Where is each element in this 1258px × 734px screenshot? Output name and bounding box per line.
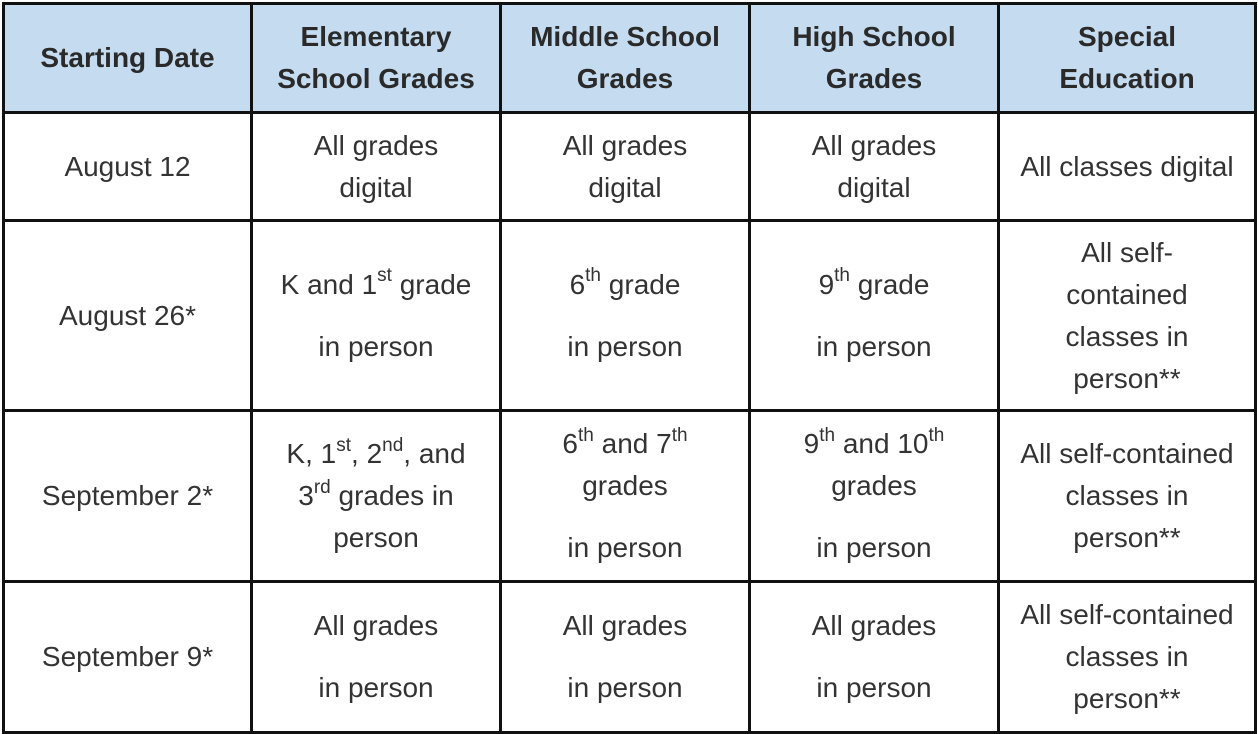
cell-text: 9th and 10th [803,424,945,459]
header-middle-school [501,4,750,113]
cell-text: person** [1073,522,1181,553]
cell-special [999,221,1256,411]
cell-text: person [333,522,419,553]
header-special-line-2: Education [1059,63,1195,94]
cell-text: digital [588,171,662,203]
cell-text: in person [567,532,683,563]
header-special-line-1: Special [1077,21,1177,52]
cell-high [750,582,999,733]
header-elementary [252,4,501,113]
starting-date-text: September 9* [41,641,214,672]
cell-text: All grades [313,129,439,161]
cell-text: in person [816,532,932,563]
cell-text: 6th and 7th [562,424,688,459]
cell-text: All self-contained [1020,599,1234,630]
header-middle-line-2: Grades [576,63,674,94]
starting-date-text: August 26* [59,299,196,331]
table-row [4,411,1256,582]
cell-text: in person [567,330,683,362]
cell-text: classes in [1065,480,1189,511]
cell-special [999,411,1256,582]
cell-text: classes in [1065,320,1189,352]
reopening-schedule-table [2,2,1257,734]
cell-high [750,221,999,411]
cell-text: All grades [811,129,937,161]
cell-text: classes in [1065,641,1189,672]
cell-text: All classes digital [1020,150,1234,182]
header-elementary-line-2: School Grades [277,63,475,94]
cell-starting-date [4,221,252,411]
header-starting-date [4,4,252,113]
header-starting-date-text: Starting Date [40,42,215,73]
cell-text: 9th grade [818,265,930,300]
cell-starting-date [4,582,252,733]
cell-elementary [252,582,501,733]
cell-text: in person [318,672,434,703]
cell-text: All grades [811,610,937,641]
cell-text: person** [1073,683,1181,714]
header-row [4,4,1256,113]
cell-elementary [252,113,501,221]
cell-text: in person [567,672,683,703]
header-special-education [999,4,1256,113]
cell-special [999,113,1256,221]
cell-middle [501,113,750,221]
cell-middle [501,411,750,582]
starting-date-text: August 12 [64,150,191,182]
cell-text: K, 1st, 2nd, and [286,434,466,469]
cell-text: person** [1073,362,1181,394]
cell-elementary [252,221,501,411]
cell-text: digital [837,171,911,203]
starting-date-text: September 2* [41,480,214,511]
table-row [4,582,1256,733]
cell-text: grades [831,470,917,501]
cell-text: All grades [562,129,688,161]
cell-text: All grades [313,610,439,641]
table-row [4,113,1256,221]
cell-text: in person [816,330,932,362]
cell-high [750,113,999,221]
cell-text: in person [318,330,434,362]
header-high-line-2: Grades [825,63,923,94]
cell-text: in person [816,672,932,703]
cell-text: K and 1st grade [280,265,472,300]
cell-text: digital [339,171,413,203]
cell-text: contained [1066,278,1188,310]
header-middle-line-1: Middle School [530,21,720,52]
header-high-line-1: High School [792,21,956,52]
cell-starting-date [4,411,252,582]
header-elementary-line-1: Elementary [300,21,452,52]
cell-text: All grades [562,610,688,641]
header-high-school [750,4,999,113]
cell-middle [501,582,750,733]
cell-text: All self- [1081,236,1173,268]
cell-elementary [252,411,501,582]
cell-text: 3rd grades in [298,476,454,511]
cell-high [750,411,999,582]
cell-text: grades [582,470,668,501]
cell-text: 6th grade [569,265,681,300]
cell-starting-date [4,113,252,221]
cell-special [999,582,1256,733]
cell-middle [501,221,750,411]
cell-text: All self-contained [1020,438,1234,469]
table-row [4,221,1256,411]
